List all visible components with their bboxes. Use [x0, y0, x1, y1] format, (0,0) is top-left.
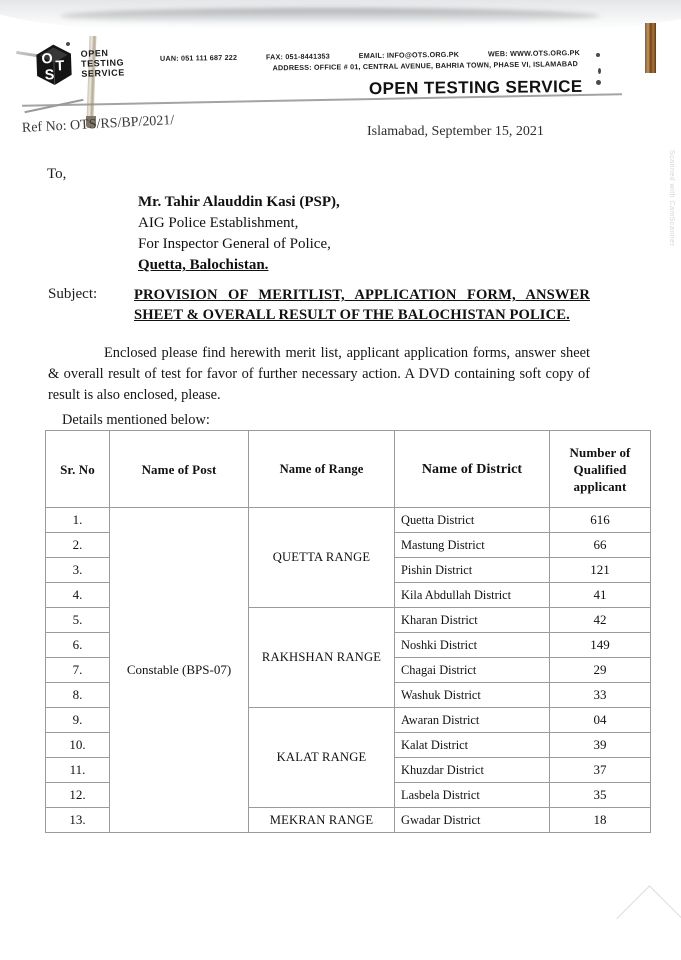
- cell-name-of-range: RAKHSHAN RANGE: [249, 608, 395, 708]
- cell-qualified-count: 37: [550, 758, 651, 783]
- details-intro-line: Details mentioned below:: [62, 412, 210, 428]
- col-header-qualified: Number of Qualified applicant: [550, 431, 651, 508]
- cell-sr-no: 12.: [46, 783, 110, 808]
- cell-qualified-count: 18: [550, 808, 651, 833]
- letterhead: [0, 32, 681, 104]
- cell-name-of-district: Quetta District: [395, 508, 550, 533]
- body-paragraph: Enclosed please find herewith merit list, applicant application forms, answer sheet & overall result of test for favor of further necessary action. A DVD containing soft copy of result is also enclosed, please.: [48, 345, 590, 403]
- cell-qualified-count: 66: [550, 533, 651, 558]
- ots-cube-icon: [29, 40, 79, 90]
- cell-name-of-district: Awaran District: [395, 708, 550, 733]
- cell-sr-no: 10.: [46, 733, 110, 758]
- cell-sr-no: 1.: [46, 508, 110, 533]
- svg-text:O: O: [41, 50, 53, 68]
- cell-qualified-count: 149: [550, 633, 651, 658]
- svg-text:S: S: [44, 67, 55, 84]
- cell-name-of-range: MEKRAN RANGE: [249, 808, 395, 833]
- recipient-name: Mr. Tahir Alauddin Kasi (PSP),: [138, 194, 340, 210]
- col-header-range: Name of Range: [249, 431, 395, 508]
- cell-sr-no: 5.: [46, 608, 110, 633]
- ots-logo: [29, 38, 125, 89]
- cell-name-of-district: Khuzdar District: [395, 758, 550, 783]
- cell-qualified-count: 121: [550, 558, 651, 583]
- contact-web: WEB: WWW.OTS.ORG.PK: [487, 48, 581, 59]
- cell-sr-no: 8.: [46, 683, 110, 708]
- table-header: [46, 431, 651, 508]
- camscanner-watermark: Scanned with CamScanner: [668, 150, 675, 247]
- cell-name-of-district: Kila Abdullah District: [395, 583, 550, 608]
- cell-sr-no: 13.: [46, 808, 110, 833]
- to-label: To,: [47, 166, 67, 182]
- subject-label: Subject:: [48, 286, 98, 302]
- contact-email: EMAIL: INFO@OTS.ORG.PK: [358, 49, 460, 61]
- contact-uan: UAN: 051 111 687 222: [159, 52, 238, 63]
- logo-word-testing: TESTING: [80, 57, 125, 69]
- cell-sr-no: 4.: [46, 583, 110, 608]
- cell-name-of-district: Kharan District: [395, 608, 550, 633]
- table-body: [46, 508, 651, 833]
- ots-logo-wordmark: [80, 47, 125, 79]
- logo-word-service: SERVICE: [81, 67, 126, 79]
- recipient-address: [138, 192, 340, 276]
- cell-qualified-count: 39: [550, 733, 651, 758]
- svg-text:T: T: [55, 58, 65, 75]
- cell-qualified-count: 41: [550, 583, 651, 608]
- cell-sr-no: 2.: [46, 533, 110, 558]
- col-header-district: Name of District: [395, 431, 550, 508]
- cell-qualified-count: 33: [550, 683, 651, 708]
- table-row: [46, 508, 651, 533]
- page-fold-corner: [616, 885, 681, 951]
- cell-name-of-district: Gwadar District: [395, 808, 550, 833]
- cell-sr-no: 9.: [46, 708, 110, 733]
- cell-sr-no: 11.: [46, 758, 110, 783]
- ref-no: Ref No: OTS/RS/BP/2021/: [21, 113, 175, 136]
- col-header-post: Name of Post: [110, 431, 249, 508]
- cell-qualified-count: 616: [550, 508, 651, 533]
- cell-name-of-post: Constable (BPS-07): [110, 508, 249, 833]
- cell-qualified-count: 42: [550, 608, 651, 633]
- cell-name-of-district: Pishin District: [395, 558, 550, 583]
- recipient-for-line: For Inspector General of Police,: [138, 236, 331, 252]
- cell-qualified-count: 29: [550, 658, 651, 683]
- table-header-row: [46, 431, 651, 508]
- cell-sr-no: 6.: [46, 633, 110, 658]
- letterhead-contact-block: [160, 50, 580, 72]
- subject-text: PROVISION OF MERITLIST, APPLICATION FORM, ANSWER SHEET & OVERALL RESULT OF THE BALOCHISTAN POLICE.: [134, 287, 590, 323]
- logo-word-open: OPEN: [80, 47, 109, 59]
- qualified-applicants-table: [45, 430, 651, 833]
- place-date: Islamabad, September 15, 2021: [367, 124, 544, 139]
- contact-address: ADDRESS: OFFICE # 01, CENTRAL AVENUE, BAHRIA TOWN, PHASE VI, ISLAMABAD: [272, 59, 579, 73]
- scan-shadow-curve: [60, 8, 600, 24]
- cell-qualified-count: 04: [550, 708, 651, 733]
- cell-name-of-district: Washuk District: [395, 683, 550, 708]
- recipient-location: Quetta, Balochistan.: [138, 257, 269, 273]
- letterhead-brand-title: OPEN TESTING SERVICE: [369, 76, 584, 99]
- cell-name-of-district: Chagai District: [395, 658, 550, 683]
- cell-name-of-district: Mastung District: [395, 533, 550, 558]
- recipient-designation: AIG Police Establishment,: [138, 215, 299, 231]
- cell-name-of-district: Noshki District: [395, 633, 550, 658]
- cell-qualified-count: 35: [550, 783, 651, 808]
- cell-name-of-range: KALAT RANGE: [249, 708, 395, 808]
- cell-name-of-range: QUETTA RANGE: [249, 508, 395, 608]
- cell-sr-no: 3.: [46, 558, 110, 583]
- col-header-sr-no: Sr. No: [46, 431, 110, 508]
- cell-sr-no: 7.: [46, 658, 110, 683]
- cell-name-of-district: Kalat District: [395, 733, 550, 758]
- contact-fax: FAX: 051-8441353: [265, 51, 330, 62]
- cell-name-of-district: Lasbela District: [395, 783, 550, 808]
